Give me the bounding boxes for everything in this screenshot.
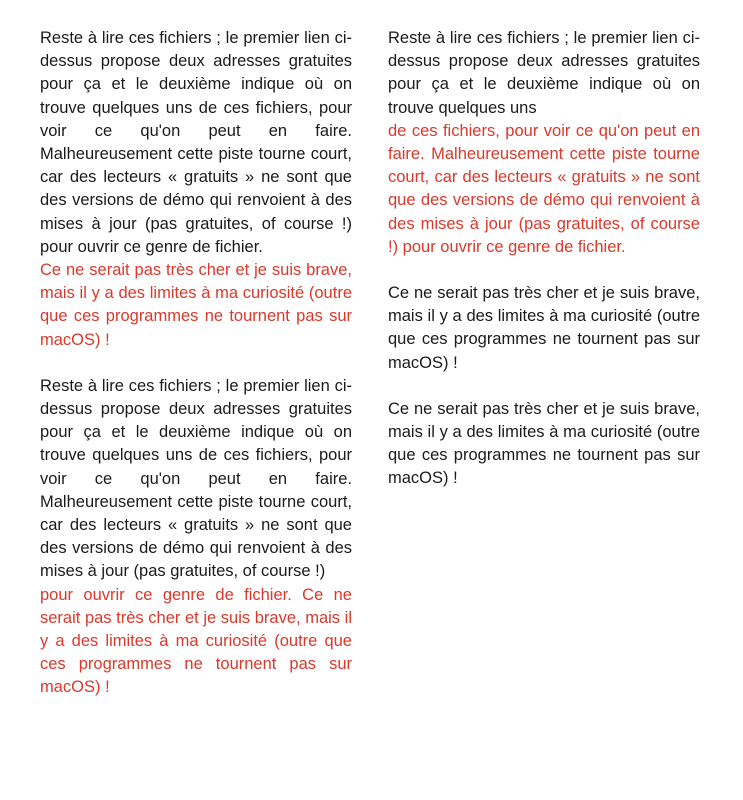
left-paragraph-1-red: Ce ne serait pas très cher et je suis brave, mais il y a des limites à ma curiosité (outre que ces programmes ne tournent pas sur macOS) ! — [40, 261, 352, 349]
left-column — [40, 27, 352, 700]
paragraph-gap — [388, 375, 700, 398]
paragraph-gap — [388, 259, 700, 282]
left-paragraph-1-black: Reste à lire ces fichiers ; le premier lien ci-dessus propose deux adresses gratuites pour ça et le deuxième indique où on trouve quelques uns de ces fichiers, pour voir ce qu'on peut en faire. Malheureusement cette piste tourne court, car des lecteurs « gratuits » ne sont que des versions de démo qui renvoient à des mises à jour (pas gratuites, of course !) pour ouvrir ce genre de fichier. — [40, 29, 352, 256]
right-paragraph-1-black: Reste à lire ces fichiers ; le premier lien ci-dessus propose deux adresses gratuites pour ça et le deuxième indique où on trouve quelques uns — [388, 29, 700, 117]
paragraph-gap — [40, 352, 352, 375]
right-column — [388, 27, 700, 491]
left-paragraph-2-black: Reste à lire ces fichiers ; le premier lien ci-dessus propose deux adresses gratuites pour ça et le deuxième indique où on trouve quelques uns de ces fichiers, pour voir ce qu'on peut en faire. Malheureusement cette piste tourne court, car des lecteurs « gratuits » ne sont que des versions de démo qui renvoient à des mises à jour (pas gratuites, of course !) — [40, 376, 352, 581]
left-paragraph-2-red: pour ouvrir ce genre de fichier. Ce ne serait pas très cher et je suis brave, mais il y a des limites à ma curiosité (outre que ces programmes ne tournent pas sur macOS) ! — [40, 585, 352, 697]
right-paragraph-2-black: Ce ne serait pas très cher et je suis brave, mais il y a des limites à ma curiosité (outre que ces programmes ne tournent pas sur macOS) ! — [388, 284, 700, 372]
right-paragraph-3-black: Ce ne serait pas très cher et je suis brave, mais il y a des limites à ma curiosité (outre que ces programmes ne tournent pas sur macOS) ! — [388, 399, 700, 488]
right-paragraph-1-red: de ces fichiers, pour voir ce qu'on peut en faire. Malheureusement cette piste tourne court, car des lecteurs « gratuits » ne sont que des versions de démo qui renvoient à des mises à jour (pas gratuites, of course !) pour ouvrir ce genre de fichier. — [388, 121, 700, 256]
